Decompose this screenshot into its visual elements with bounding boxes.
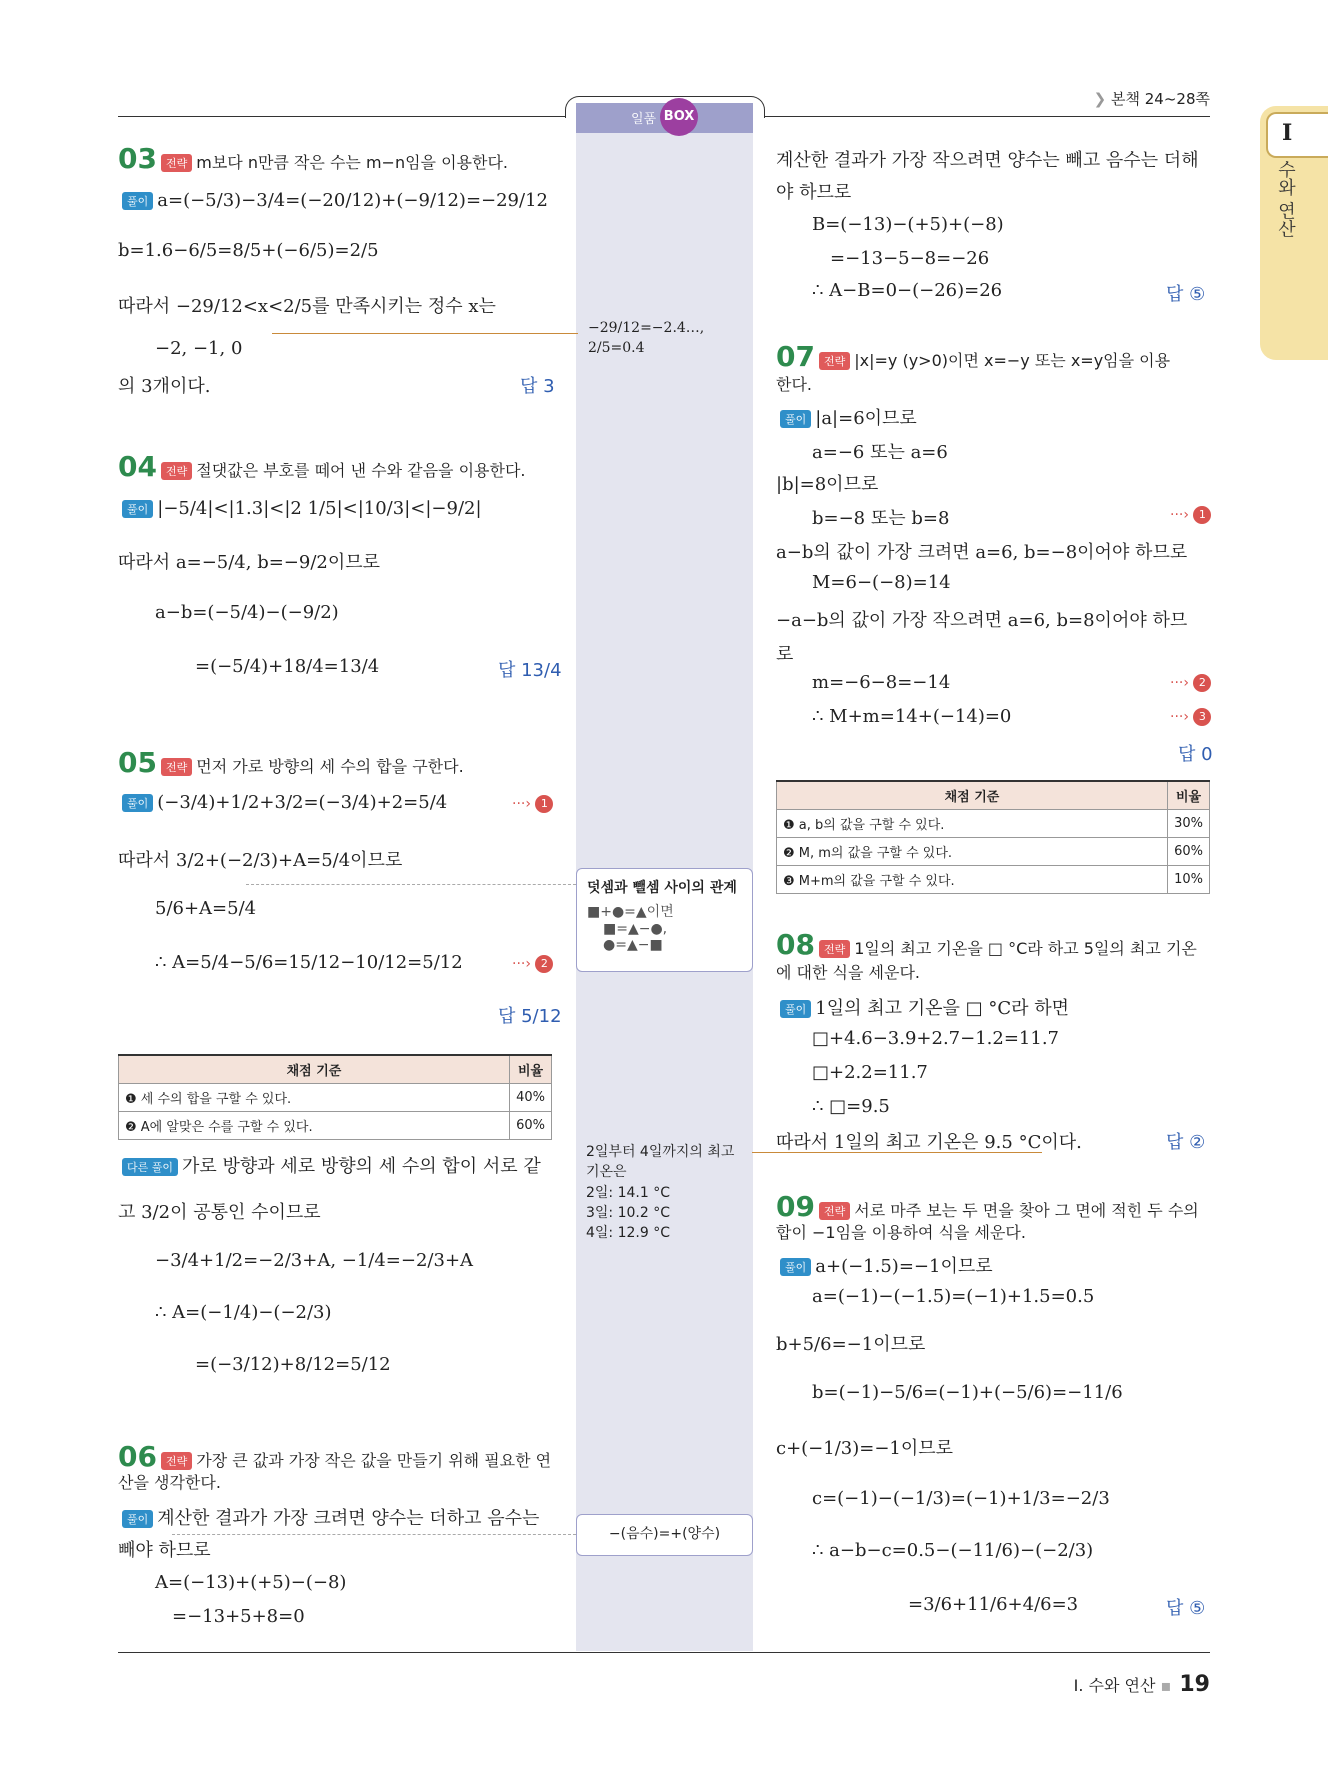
side-box-sign: −(음수)=+(양수)	[576, 1514, 753, 1556]
problem-07-line8: 로	[776, 644, 794, 665]
problem-06-strategy2: 산을 생각한다.	[118, 1473, 221, 1492]
grading-table-07: 채점 기준 비율 ❶ a, b의 값을 구할 수 있다. 30% ❷ M, m의 값을 구할 수 있다. 60% ❸ M+m의 값을 구할 수 있다. 10%	[776, 780, 1210, 894]
page-reference: ❯ 본책 24~28쪽	[1093, 90, 1210, 108]
problem-07-line2: a=−6 또는 a=6	[812, 442, 948, 463]
problem-05-alt2: 고 3/2이 공통인 수이므로	[118, 1202, 321, 1223]
problem-05-line4: ∴ A=5/4−5/6=15/12−10/12=5/12	[155, 952, 463, 973]
side-note-fraction: −29/12=−2.4…, 2/5=0.4	[588, 320, 705, 357]
problem-06-right4: =−13−5−8=−26	[830, 248, 990, 269]
problem-09-line4: b=(−1)−5/6=(−1)+(−5/6)=−11/6	[812, 1382, 1123, 1403]
problem-06-header: 06 전략 가장 큰 값과 가장 작은 값을 만들기 위해 필요한 연	[118, 1440, 552, 1473]
problem-08-answer: 답 ②	[1166, 1132, 1206, 1153]
table-row: ❶ 세 수의 합을 구할 수 있다. 40%	[119, 1084, 552, 1112]
problem-06-right3: B=(−13)−(+5)+(−8)	[812, 214, 1004, 235]
problem-08-strategy2: 에 대한 식을 세운다.	[776, 963, 920, 982]
problem-05-line3: 5/6+A=5/4	[155, 898, 257, 919]
step-marker-2: ···› 2	[1170, 674, 1211, 692]
side-box-relation: 덧셈과 뺄셈 사이의 관계 ■+●=▲이면 ■=▲−●, ●=▲−■	[576, 868, 753, 972]
step-marker-3: ···› 3	[1170, 708, 1211, 726]
footer: Ⅰ. 수와 연산 ▪ 19	[1073, 1672, 1210, 1697]
problem-05-line1: 풀이 (−3/4)+1/2+3/2=(−3/4)+2=5/4	[118, 792, 447, 813]
problem-08-line5: 따라서 1일의 최고 기온은 9.5 °C이다.	[776, 1132, 1082, 1153]
problem-07-line5: a−b의 값이 가장 크려면 a=6, b=−8이어야 하므로	[776, 542, 1188, 563]
connector-03	[272, 333, 578, 334]
problem-07-line7: −a−b의 값이 가장 작으려면 a=6, b=8이어야 하므	[776, 610, 1188, 631]
step-marker-1: ···› 1	[512, 795, 553, 813]
problem-04-header: 04 전략 절댓값은 부호를 떼어 낸 수와 같음을 이용한다.	[118, 450, 526, 483]
problem-07-line4: b=−8 또는 b=8	[812, 508, 950, 529]
problem-07-line6: M=6−(−8)=14	[812, 572, 951, 593]
problem-09-line6: c=(−1)−(−1/3)=(−1)+1/3=−2/3	[812, 1488, 1110, 1509]
problem-07-answer: 답 0	[1178, 744, 1213, 765]
problem-09-line5: c+(−1/3)=−1이므로	[776, 1438, 954, 1459]
chapter-title: 수와 연산	[1275, 160, 1296, 238]
problem-05-answer: 답 5/12	[498, 1006, 562, 1027]
step-marker-1: ···› 1	[1170, 506, 1211, 524]
page-number: 19	[1179, 1672, 1210, 1697]
problem-05-alt5: =(−3/12)+8/12=5/12	[195, 1354, 391, 1375]
problem-09-strategy2: 합이 −1임을 이용하여 식을 세운다.	[776, 1223, 1026, 1242]
table-row: ❸ M+m의 값을 구할 수 있다. 10%	[777, 866, 1210, 894]
problem-05-alt4: ∴ A=(−1/4)−(−2/3)	[155, 1302, 332, 1323]
problem-09-line1: 풀이 a+(−1.5)=−1이므로	[776, 1252, 993, 1278]
table-row: ❶ a, b의 값을 구할 수 있다. 30%	[777, 810, 1210, 838]
dashed-connector-05	[246, 884, 576, 885]
problem-09-header: 09 전략 서로 마주 보는 두 면을 찾아 그 면에 적힌 두 수의	[776, 1190, 1199, 1223]
problem-05-alt1: 다른 풀이 가로 방향과 세로 방향의 세 수의 합이 서로 같	[118, 1152, 541, 1178]
problem-03-line1: 풀이 a=(−5/3)−3/4=(−20/12)+(−9/12)=−29/12	[118, 190, 548, 211]
table-row: ❷ M, m의 값을 구할 수 있다. 60%	[777, 838, 1210, 866]
problem-06-right5: ∴ A−B=0−(−26)=26	[812, 280, 1003, 301]
problem-06-right2: 야 하므로	[776, 182, 852, 203]
problem-07-header: 07 전략 |x|=y (y>0)이면 x=−y 또는 x=y임을 이용	[776, 340, 1171, 373]
side-note-temperatures: 2일부터 4일까지의 최고 기온은 2일: 14.1 °C 3일: 10.2 °C 4일: 12.9 °C	[586, 1144, 735, 1242]
problem-04-line4: =(−5/4)+18/4=13/4	[195, 656, 380, 677]
problem-09-line2: a=(−1)−(−1.5)=(−1)+1.5=0.5	[812, 1286, 1095, 1307]
problem-07-line1: 풀이 |a|=6이므로	[776, 404, 917, 430]
problem-06-line1: 풀이 계산한 결과가 가장 크려면 양수는 더하고 음수는	[118, 1504, 539, 1530]
problem-08-line2: □+4.6−3.9+2.7−1.2=11.7	[812, 1028, 1059, 1049]
problem-07-line10: ∴ M+m=14+(−14)=0	[812, 706, 1012, 727]
problem-09-line3: b+5/6=−1이므로	[776, 1334, 926, 1355]
problem-07-line9: m=−6−8=−14	[812, 672, 951, 693]
step-marker-2: ···› 2	[512, 955, 553, 973]
problem-06-right1: 계산한 결과가 가장 작으려면 양수는 빼고 음수는 더해	[776, 150, 1199, 171]
dashed-connector-06	[172, 1534, 576, 1535]
side-note-header: 일품 BOX	[576, 103, 753, 133]
problem-08-line4: ∴ □=9.5	[812, 1096, 890, 1117]
problem-04-line2: 따라서 a=−5/4, b=−9/2이므로	[118, 552, 381, 573]
problem-05-header: 05 전략 먼저 가로 방향의 세 수의 합을 구한다.	[118, 746, 464, 779]
problem-06-line4: =−13+5+8=0	[172, 1606, 305, 1627]
problem-06-line2: 빼야 하므로	[118, 1540, 211, 1561]
problem-03-answer: 답 3	[520, 376, 555, 397]
problem-07-line3: |b|=8이므로	[776, 474, 879, 495]
grading-table-05: 채점 기준 비율 ❶ 세 수의 합을 구할 수 있다. 40% ❷ A에 알맞은 수를 구할 수 있다. 60%	[118, 1054, 552, 1140]
problem-06-line3: A=(−13)+(+5)−(−8)	[155, 1572, 347, 1593]
table-row: ❷ A에 알맞은 수를 구할 수 있다. 60%	[119, 1112, 552, 1140]
problem-05-line2: 따라서 3/2+(−2/3)+A=5/4이므로	[118, 850, 403, 871]
problem-03-line3: 따라서 −29/12<x<2/5를 만족시키는 정수 x는	[118, 296, 496, 317]
problem-09-answer: 답 ⑤	[1166, 1598, 1206, 1619]
chapter-tab-roman: I	[1266, 112, 1328, 158]
box-badge: BOX	[660, 98, 698, 136]
problem-08-header: 08 전략 1일의 최고 기온을 □ °C라 하고 5일의 최고 기온	[776, 928, 1197, 961]
problem-08-line3: □+2.2=11.7	[812, 1062, 928, 1083]
problem-04-line1: 풀이 |−5/4|<|1.3|<|2 1/5|<|10/3|<|−9/2|	[118, 498, 482, 519]
problem-03-line4: −2, −1, 0	[155, 338, 243, 359]
problem-04-line3: a−b=(−5/4)−(−9/2)	[155, 602, 339, 623]
problem-09-line8: =3/6+11/6+4/6=3	[908, 1594, 1079, 1615]
problem-08-line1: 풀이 1일의 최고 기온을 □ °C라 하면	[776, 994, 1069, 1020]
problem-07-strategy2: 한다.	[776, 375, 812, 394]
footer-rule	[118, 1652, 1210, 1653]
problem-05-alt3: −3/4+1/2=−2/3+A, −1/4=−2/3+A	[155, 1250, 474, 1271]
problem-09-line7: ∴ a−b−c=0.5−(−11/6)−(−2/3)	[812, 1540, 1094, 1561]
problem-03-header: 03 전략 m보다 n만큼 작은 수는 m−n임을 이용한다.	[118, 142, 508, 175]
problem-03-line2: b=1.6−6/5=8/5+(−6/5)=2/5	[118, 240, 379, 261]
problem-03-line5: 의 3개이다.	[118, 376, 211, 397]
problem-04-answer: 답 13/4	[498, 660, 562, 681]
connector-08	[752, 1152, 1042, 1153]
problem-06-answer: 답 ⑤	[1166, 284, 1206, 305]
